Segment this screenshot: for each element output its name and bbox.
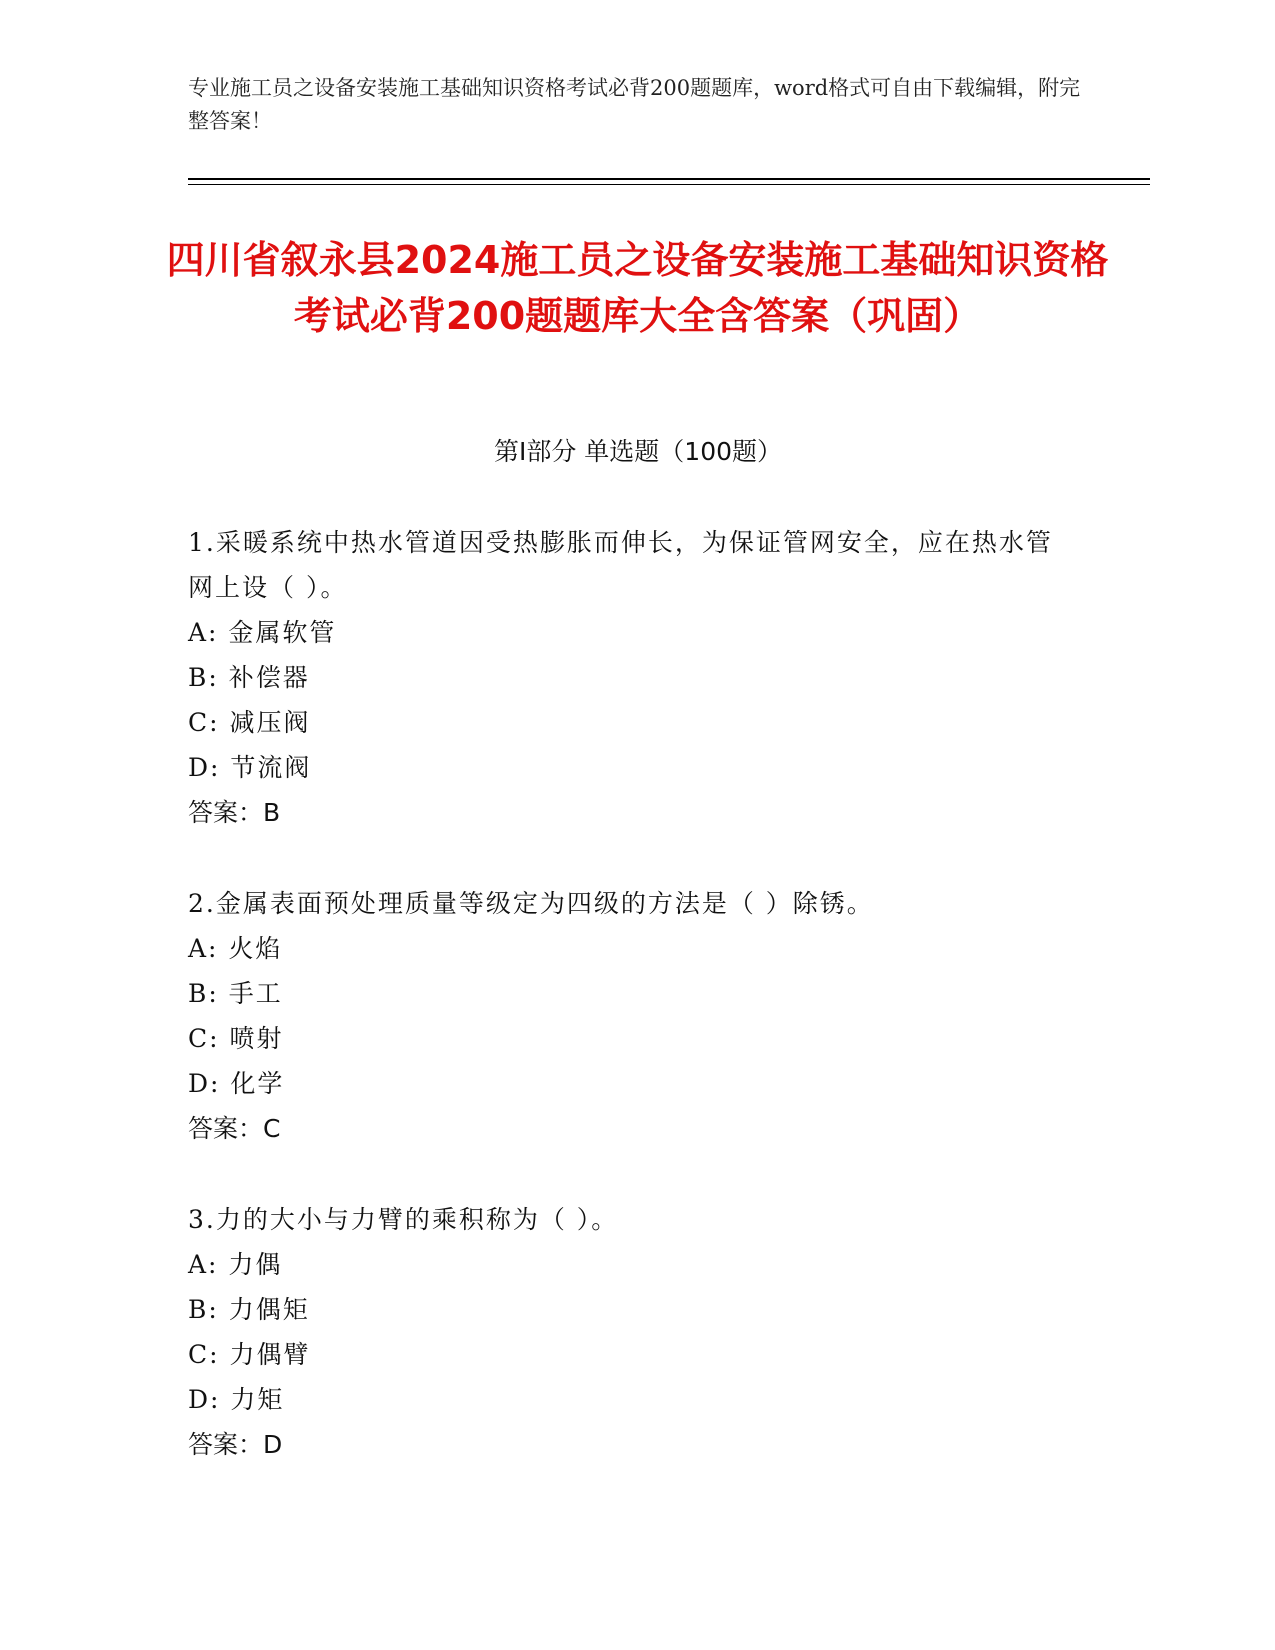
section-title: 第I部分 单选题（100题） — [493, 437, 783, 466]
option-b: B: 补偿器 — [188, 663, 310, 692]
header-note: 专业施工员之设备安装施工基础知识资格考试必背200题题库，word格式可自由下载编辑，附完整答案！ — [188, 76, 1081, 133]
answer-line: 答案：C — [188, 1114, 281, 1143]
question-list — [188, 520, 1068, 1513]
option-a: A: 火焰 — [188, 934, 283, 963]
question-stem: 1.采暖系统中热水管道因受热膨胀而伸长，为保证管网安全，应在热水管网上设（ ）。 — [188, 528, 1053, 602]
option-a: A: 金属软管 — [188, 618, 337, 647]
header-rule-thin — [188, 184, 1150, 185]
document-title: 四川省叙永县2024施工员之设备安装施工基础知识资格考试必背200题题库大全含答案（巩固） — [166, 238, 1109, 338]
header-rule-thick — [188, 178, 1150, 180]
option-c: C: 力偶臂 — [188, 1340, 311, 1369]
option-d: D: 节流阀 — [188, 753, 312, 782]
question-item — [188, 1197, 1068, 1467]
option-d: D: 化学 — [188, 1069, 285, 1098]
option-d: D: 力矩 — [188, 1385, 285, 1414]
answer-line: 答案：D — [188, 1430, 283, 1459]
question-item — [188, 881, 1068, 1151]
question-stem: 3.力的大小与力臂的乘积称为（ ）。 — [188, 1205, 619, 1234]
option-c: C: 喷射 — [188, 1024, 284, 1053]
question-item — [188, 520, 1068, 835]
answer-line: 答案：B — [188, 798, 281, 827]
option-a: A: 力偶 — [188, 1250, 283, 1279]
option-c: C: 减压阀 — [188, 708, 311, 737]
question-stem: 2.金属表面预处理质量等级定为四级的方法是（ ）除锈。 — [188, 889, 874, 918]
option-b: B: 力偶矩 — [188, 1295, 310, 1324]
option-b: B: 手工 — [188, 979, 283, 1008]
